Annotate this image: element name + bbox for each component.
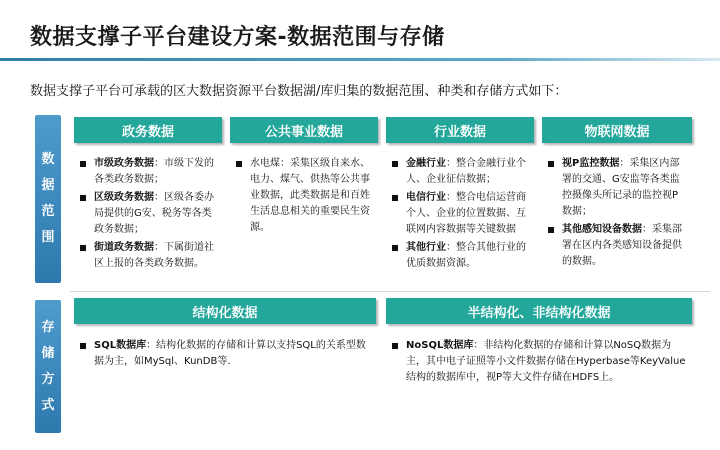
header-public-utility-data: 公共事业数据 (230, 117, 378, 143)
square-bullet-icon (392, 195, 398, 201)
item-term: 其他感知设备数据 (562, 224, 642, 235)
list-item (76, 338, 372, 370)
side-char: 式 (41, 397, 55, 413)
item-text: ：结构化数据的存储和计算以支持SQL的关系型数据为主，如MySql、KunDB等. (94, 340, 366, 367)
industry-data-list (388, 156, 530, 274)
item-text: ：市级下发的各类政务数据； (94, 158, 214, 185)
intro-text: 数据支撑子平台可承载的区大数据资源平台数据湖/库归集的数据范围、种类和存储方式如下： (30, 84, 568, 99)
page-title: 数据支撑子平台建设方案-数据范围与存储 (30, 25, 445, 50)
item-text: ：下属街道社区上报的各类政务数据。 (94, 242, 214, 269)
item-text: ：区级各委办局提供的G安、税务等各类政务数据； (94, 192, 214, 235)
item-term: NoSQL数据库 (406, 340, 474, 351)
square-bullet-icon (392, 343, 398, 349)
item-text: 水电煤：采集区级自来水、电力、煤气、供热等公共事业数据，此类数据是和百姓生活息息相关的重要民生资源。 (250, 158, 370, 233)
government-data-list (76, 156, 216, 274)
square-bullet-icon (80, 195, 86, 201)
item-term: 市级政务数据 (94, 158, 154, 169)
item-term: 街道政务数据 (94, 242, 154, 253)
item-text: ：整合电信运营商个人、企业的位置数据、互联网内容数据等关键数据 (406, 192, 526, 235)
square-bullet-icon (80, 245, 86, 251)
item-text: ：整合其他行业的优质数据资源。 (406, 242, 526, 269)
header-semi-unstructured-data: 半结构化、非结构化数据 (386, 298, 692, 324)
side-char: 数 (41, 152, 55, 167)
list-item (544, 156, 688, 220)
list-item (76, 190, 216, 238)
title-underline (0, 58, 720, 61)
list-item (388, 338, 688, 386)
structured-storage-list (76, 338, 372, 372)
list-item (388, 240, 530, 272)
header-iot-data: 物联网数据 (542, 117, 692, 143)
item-text: ：非结构化数据的存储和计算以NoSQ数据为主，其中电子证照等小文件数据存储在Hyperbase等KeyValue结构的数据库中，视P等大文件存储在HDFS上。 (406, 340, 686, 383)
section-divider (70, 291, 710, 292)
side-label-storage-method (35, 300, 61, 433)
item-term: 其他行业 (406, 242, 446, 253)
square-bullet-icon (80, 343, 86, 349)
side-char: 范 (41, 204, 55, 219)
list-item (76, 240, 216, 272)
header-government-data: 政务数据 (74, 117, 222, 143)
square-bullet-icon (80, 161, 86, 167)
header-industry-data: 行业数据 (386, 117, 534, 143)
item-text: ：采集部署在区内各类感知设备提供的数据。 (562, 224, 682, 267)
item-text: ：采集区内部署的交通、G安监等各类监控摄像头所记录的监控视P数据； (562, 158, 680, 217)
square-bullet-icon (392, 245, 398, 251)
square-bullet-icon (236, 161, 242, 167)
item-term: SQL数据库 (94, 340, 147, 351)
square-bullet-icon (548, 161, 554, 167)
item-term: 视P监控数据 (562, 158, 620, 169)
public-utility-data-list (232, 156, 374, 238)
item-text: ：整合金融行业个人、企业征信数据； (406, 158, 526, 185)
list-item (388, 190, 530, 238)
item-term: 金融行业 (406, 158, 446, 169)
side-char: 方 (41, 371, 55, 387)
side-char: 围 (41, 230, 55, 245)
list-item (388, 156, 530, 188)
item-term: 区级政务数据 (94, 192, 154, 203)
iot-data-list (544, 156, 688, 272)
side-char: 存 (41, 319, 55, 335)
list-item (76, 156, 216, 188)
side-label-data-scope (35, 115, 61, 283)
square-bullet-icon (548, 227, 554, 233)
list-item (232, 156, 374, 236)
list-item (544, 222, 688, 270)
header-structured-data: 结构化数据 (74, 298, 376, 324)
square-bullet-icon (392, 161, 398, 167)
side-char: 据 (41, 178, 55, 193)
side-char: 储 (41, 345, 55, 361)
item-term: 电信行业 (406, 192, 446, 203)
unstructured-storage-list (388, 338, 688, 388)
